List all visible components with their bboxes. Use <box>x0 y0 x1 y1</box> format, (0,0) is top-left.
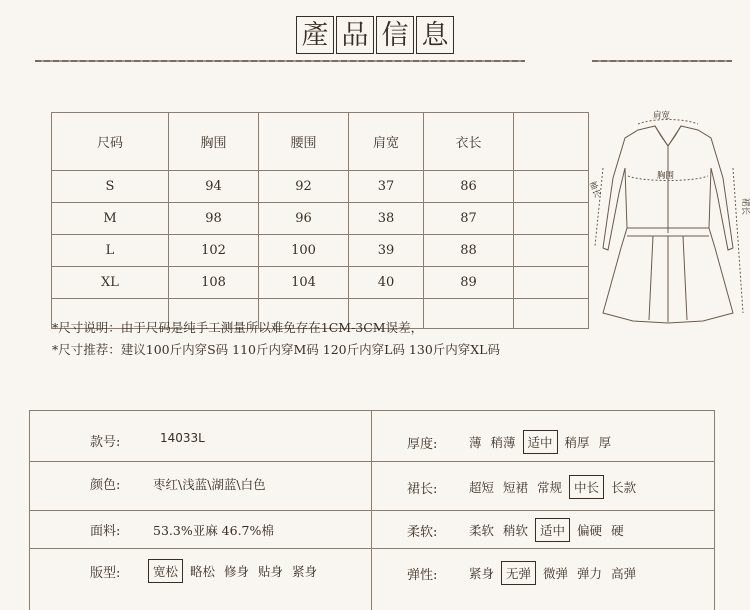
fit-option[interactable]: 宽松 <box>148 559 183 583</box>
cell: 37 <box>349 171 424 203</box>
elasticity-option[interactable]: 紧身 <box>469 566 495 581</box>
cell <box>514 235 589 267</box>
cell: 40 <box>349 267 424 299</box>
material-label: 面料: <box>90 524 121 539</box>
cell: 104 <box>259 267 349 299</box>
length-option[interactable]: 长款 <box>611 480 637 495</box>
cell: M <box>52 203 169 235</box>
shoulder-label: 肩宽 <box>653 111 671 121</box>
softness-option[interactable]: 硬 <box>611 523 624 538</box>
dress-diagram <box>583 108 750 333</box>
length-option[interactable]: 中长 <box>569 475 604 499</box>
cell: 100 <box>259 235 349 267</box>
cell: 108 <box>169 267 259 299</box>
title-char: 信 <box>376 16 414 54</box>
title-char: 息 <box>416 16 454 54</box>
fit-options <box>148 559 324 583</box>
title-divider-left <box>35 60 525 62</box>
table-header-row <box>52 113 589 171</box>
thickness-option[interactable]: 适中 <box>523 430 558 454</box>
elasticity-option[interactable]: 高弹 <box>611 566 637 581</box>
cell <box>514 299 589 329</box>
title-section <box>0 10 750 70</box>
size-table <box>51 112 589 329</box>
size-recommend: *尺寸推荐：建议100斤内穿S码 110斤内穿M码 120斤内穿L码 130斤内穿XL码 <box>52 342 500 357</box>
softness-option[interactable]: 偏硬 <box>577 523 603 538</box>
collar-line <box>655 126 681 146</box>
cell: 92 <box>259 171 349 203</box>
cell: S <box>52 171 169 203</box>
elasticity-options <box>467 561 643 585</box>
header-size: 尺码 <box>52 113 169 171</box>
softness-option[interactable]: 柔软 <box>469 523 495 538</box>
color-label: 颜色: <box>90 478 121 493</box>
elasticity-option[interactable]: 无弹 <box>501 561 536 585</box>
length-option[interactable]: 常规 <box>537 480 563 495</box>
thickness-option[interactable]: 厚 <box>598 435 612 450</box>
elasticity-option[interactable]: 弹力 <box>577 566 603 581</box>
softness-option[interactable]: 适中 <box>535 518 570 542</box>
length-label: 裙长: <box>407 482 438 497</box>
header-chest: 胸围 <box>169 113 259 171</box>
elasticity-label: 弹性: <box>407 568 438 583</box>
cell: XL <box>52 267 169 299</box>
title-char: 產 <box>296 16 334 54</box>
softness-options <box>467 518 631 542</box>
divider <box>30 548 714 549</box>
length-option[interactable]: 短裙 <box>503 480 529 495</box>
cell <box>514 267 589 299</box>
skirt-length-label: 裙长 <box>740 198 750 216</box>
cell: 89 <box>424 267 514 299</box>
softness-option[interactable]: 稍软 <box>503 523 529 538</box>
divider <box>371 411 372 610</box>
fit-option[interactable]: 贴身 <box>258 564 284 579</box>
divider <box>30 510 714 511</box>
cell: 102 <box>169 235 259 267</box>
header-length: 衣长 <box>424 113 514 171</box>
material-value: 53.3%亚麻 46.7%棉 <box>153 523 274 538</box>
title-divider-right <box>592 60 732 62</box>
header-shoulder: 肩宽 <box>349 113 424 171</box>
cell: 38 <box>349 203 424 235</box>
cell <box>514 203 589 235</box>
cell: 96 <box>259 203 349 235</box>
cell: 94 <box>169 171 259 203</box>
thickness-option[interactable]: 稍薄 <box>490 435 516 450</box>
length-option[interactable]: 超短 <box>469 480 495 495</box>
length-options <box>467 475 643 499</box>
style-no-value: 14033L <box>160 431 205 445</box>
cell: 87 <box>424 203 514 235</box>
sleeve-label: 袖长 <box>586 179 603 200</box>
color-value: 枣红\浅蓝\湖蓝\白色 <box>153 477 266 492</box>
spec-grid <box>29 410 715 610</box>
chest-label: 胸围 <box>657 171 675 181</box>
table-row <box>52 267 589 299</box>
cell: L <box>52 235 169 267</box>
softness-label: 柔软: <box>407 525 438 540</box>
thickness-options <box>467 430 618 454</box>
header-waist: 腰围 <box>259 113 349 171</box>
fit-option[interactable]: 紧身 <box>292 564 318 579</box>
fit-option[interactable]: 略松 <box>190 564 216 579</box>
table-row <box>52 203 589 235</box>
divider <box>30 461 714 462</box>
skirt-length-mark <box>733 168 743 313</box>
cell: 86 <box>424 171 514 203</box>
cell: 98 <box>169 203 259 235</box>
table-row <box>52 235 589 267</box>
thickness-label: 厚度: <box>407 437 438 452</box>
thickness-option[interactable]: 薄 <box>469 435 482 450</box>
style-no-label: 款号: <box>90 435 121 450</box>
skirt-fold <box>649 236 687 322</box>
fit-label: 版型: <box>90 566 121 581</box>
cell <box>514 171 589 203</box>
cell: 39 <box>349 235 424 267</box>
cell: 88 <box>424 235 514 267</box>
page-title <box>296 16 454 54</box>
table-row <box>52 171 589 203</box>
thickness-option[interactable]: 稍厚 <box>564 435 590 450</box>
title-char: 品 <box>336 16 374 54</box>
cell <box>424 299 514 329</box>
elasticity-option[interactable]: 微弹 <box>543 566 569 581</box>
size-note: *尺寸说明：由于尺码是纯手工测量所以难免存在1CM-3CM误差， <box>52 320 424 335</box>
header-empty <box>514 113 589 171</box>
fit-option[interactable]: 修身 <box>224 564 250 579</box>
